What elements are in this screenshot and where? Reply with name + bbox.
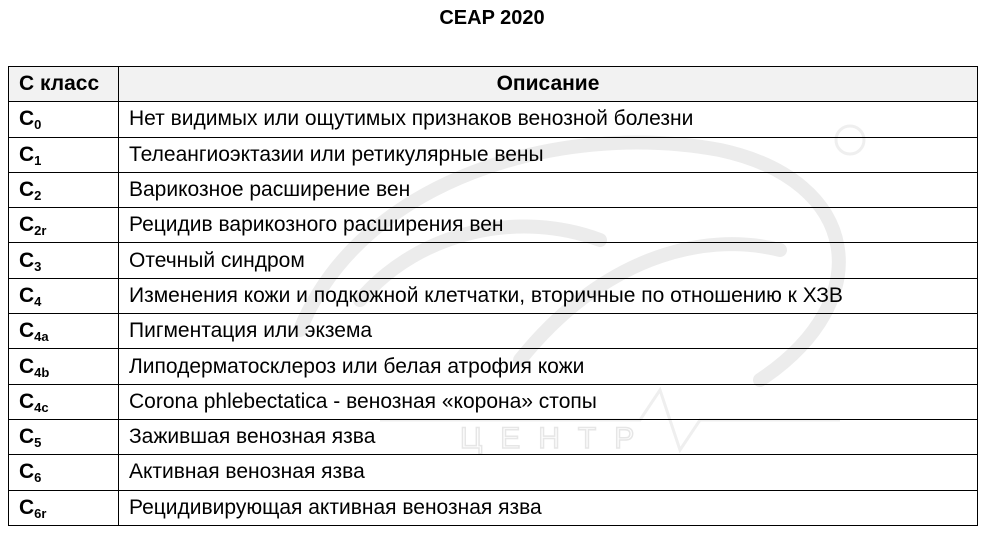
table-row: [9, 278, 978, 313]
class-base: C: [19, 389, 35, 413]
class-cell: [9, 172, 119, 207]
description-cell: Нет видимых или ощутимых признаков венозной болезни: [119, 102, 978, 137]
table-row: [9, 349, 978, 384]
description-cell: Изменения кожи и подкожной клетчатки, вторичные по отношению к ХЗВ: [119, 278, 978, 313]
class-base: C: [19, 354, 35, 378]
class-cell: [9, 314, 119, 349]
column-header-description: Описание: [119, 67, 978, 102]
table-header-row: [9, 67, 978, 102]
class-cell: [9, 349, 119, 384]
page-title: CEAP 2020: [439, 7, 545, 29]
class-cell: [9, 278, 119, 313]
table-row: [9, 384, 978, 419]
class-subscript: 2r: [34, 223, 47, 239]
class-cell: [9, 243, 119, 278]
table-row: [9, 455, 978, 490]
table-row: [9, 490, 978, 525]
description-cell: Рецидив варикозного расширения вен: [119, 208, 978, 243]
table-row: [9, 137, 978, 172]
class-cell: [9, 490, 119, 525]
description-cell: Corona phlebectatica - венозная «корона» стопы: [119, 384, 978, 419]
class-base: C: [19, 107, 35, 131]
watermark-text: ЦЕНТР: [460, 422, 653, 455]
class-subscript: 4a: [34, 329, 49, 345]
class-base: C: [19, 319, 35, 343]
description-cell: Активная венозная язва: [119, 455, 978, 490]
class-subscript: 4: [34, 293, 42, 309]
ceap-table: [8, 66, 978, 526]
table-row: [9, 314, 978, 349]
class-subscript: 5: [34, 435, 42, 451]
description-cell: Варикозное расширение вен: [119, 172, 978, 207]
column-header-class: С класс: [9, 67, 119, 102]
class-subscript: 6: [34, 470, 42, 486]
class-cell: [9, 137, 119, 172]
class-base: C: [19, 425, 35, 449]
class-subscript: 2: [34, 188, 42, 204]
description-cell: Отечный синдром: [119, 243, 978, 278]
description-cell: Пигментация или экзема: [119, 314, 978, 349]
table-row: [9, 102, 978, 137]
class-base: C: [19, 495, 35, 519]
description-cell: Зажившая венозная язва: [119, 419, 978, 454]
description-cell: Липодерматосклероз или белая атрофия кожи: [119, 349, 978, 384]
class-subscript: 0: [34, 117, 42, 133]
table-row: [9, 172, 978, 207]
class-base: C: [19, 460, 35, 484]
class-cell: [9, 208, 119, 243]
class-base: C: [19, 142, 35, 166]
class-base: C: [19, 283, 35, 307]
class-cell: [9, 384, 119, 419]
class-cell: [9, 102, 119, 137]
class-base: C: [19, 248, 35, 272]
class-base: C: [19, 178, 35, 202]
class-subscript: 1: [34, 152, 42, 168]
description-cell: Рецидивирующая активная венозная язва: [119, 490, 978, 525]
table-row: [9, 243, 978, 278]
class-cell: [9, 419, 119, 454]
class-cell: [9, 455, 119, 490]
table-row: [9, 208, 978, 243]
class-subscript: 4c: [34, 399, 49, 415]
class-subscript: 3: [34, 258, 42, 274]
class-subscript: 4b: [34, 364, 50, 380]
description-cell: Телеангиоэктазии или ретикулярные вены: [119, 137, 978, 172]
class-subscript: 6r: [34, 505, 47, 521]
class-base: C: [19, 213, 35, 237]
table-row: [9, 419, 978, 454]
